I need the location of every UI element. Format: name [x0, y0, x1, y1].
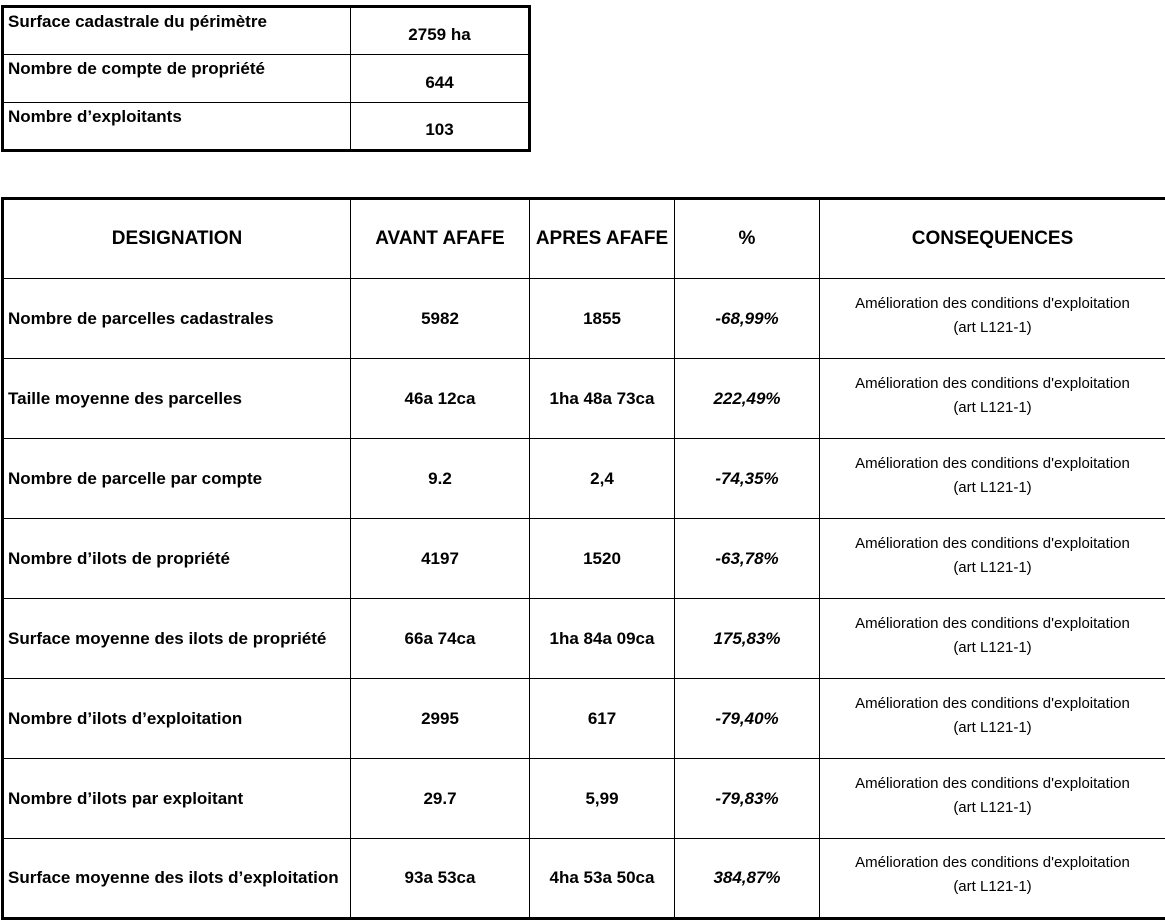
consequences-text: Amélioration des conditions d'exploitation — [855, 614, 1130, 632]
table-header-row — [3, 199, 1165, 279]
consequences-article: (art L121-1) — [953, 318, 1032, 336]
summary-label: Nombre de compte de propriété — [3, 55, 351, 103]
summary-value: 103 — [351, 103, 530, 151]
consequences-cell — [820, 839, 1165, 919]
header-consequences: CONSEQUENCES — [820, 199, 1165, 279]
table-row — [3, 279, 1165, 359]
avant-cell: 9.2 — [351, 439, 530, 519]
percent-cell: -68,99% — [675, 279, 820, 359]
header-apres: APRES AFAFE — [530, 199, 675, 279]
apres-cell: 1520 — [530, 519, 675, 599]
consequences-text: Amélioration des conditions d'exploitation — [855, 694, 1130, 712]
consequences-article: (art L121-1) — [953, 638, 1032, 656]
table-row — [3, 519, 1165, 599]
apres-cell: 1855 — [530, 279, 675, 359]
summary-value: 2759 ha — [351, 7, 530, 55]
table-row — [3, 103, 530, 151]
consequences-text: Amélioration des conditions d'exploitation — [855, 534, 1130, 552]
table-row — [3, 759, 1165, 839]
consequences-cell — [820, 599, 1165, 679]
percent-cell: -74,35% — [675, 439, 820, 519]
table-row — [3, 7, 530, 55]
consequences-cell — [820, 279, 1165, 359]
designation-cell: Surface moyenne des ilots de propriété — [3, 599, 351, 679]
consequences-cell — [820, 519, 1165, 599]
avant-cell: 2995 — [351, 679, 530, 759]
summary-value: 644 — [351, 55, 530, 103]
consequences-cell — [820, 679, 1165, 759]
apres-cell: 617 — [530, 679, 675, 759]
percent-cell: 222,49% — [675, 359, 820, 439]
consequences-cell — [820, 359, 1165, 439]
consequences-article: (art L121-1) — [953, 398, 1032, 416]
consequences-text: Amélioration des conditions d'exploitation — [855, 854, 1130, 871]
percent-cell: 175,83% — [675, 599, 820, 679]
designation-cell: Taille moyenne des parcelles — [3, 359, 351, 439]
summary-table — [1, 5, 531, 152]
consequences-text: Amélioration des conditions d'exploitation — [855, 454, 1130, 472]
apres-cell: 4ha 53a 50ca — [530, 839, 675, 919]
consequences-cell — [820, 439, 1165, 519]
table-row — [3, 839, 1165, 919]
percent-cell: 384,87% — [675, 839, 820, 919]
header-percent: % — [675, 199, 820, 279]
avant-cell: 46a 12ca — [351, 359, 530, 439]
table-row — [3, 439, 1165, 519]
designation-cell: Surface moyenne des ilots d’exploitation — [3, 839, 351, 919]
consequences-article: (art L121-1) — [953, 718, 1032, 736]
summary-label: Nombre d’exploitants — [3, 103, 351, 151]
apres-cell: 1ha 48a 73ca — [530, 359, 675, 439]
header-avant: AVANT AFAFE — [351, 199, 530, 279]
header-designation: DESIGNATION — [3, 199, 351, 279]
table-row — [3, 359, 1165, 439]
consequences-text: Amélioration des conditions d'exploitation — [855, 774, 1130, 792]
designation-cell: Nombre de parcelle par compte — [3, 439, 351, 519]
apres-cell: 1ha 84a 09ca — [530, 599, 675, 679]
table-row — [3, 679, 1165, 759]
table-row — [3, 599, 1165, 679]
designation-cell: Nombre d’ilots de propriété — [3, 519, 351, 599]
avant-cell: 66a 74ca — [351, 599, 530, 679]
avant-cell: 4197 — [351, 519, 530, 599]
consequences-text: Amélioration des conditions d'exploitation — [855, 374, 1130, 392]
avant-cell: 29.7 — [351, 759, 530, 839]
consequences-article: (art L121-1) — [953, 478, 1032, 496]
avant-cell: 93a 53ca — [351, 839, 530, 919]
apres-cell: 2,4 — [530, 439, 675, 519]
avant-cell: 5982 — [351, 279, 530, 359]
consequences-cell — [820, 759, 1165, 839]
apres-cell: 5,99 — [530, 759, 675, 839]
designation-cell: Nombre de parcelles cadastrales — [3, 279, 351, 359]
designation-cell: Nombre d’ilots par exploitant — [3, 759, 351, 839]
consequences-article: (art L121-1) — [953, 878, 1032, 895]
table-row — [3, 55, 530, 103]
summary-label: Surface cadastrale du périmètre — [3, 7, 351, 55]
percent-cell: -79,40% — [675, 679, 820, 759]
designation-cell: Nombre d’ilots d’exploitation — [3, 679, 351, 759]
afafe-comparison-table — [1, 197, 1165, 920]
percent-cell: -63,78% — [675, 519, 820, 599]
percent-cell: -79,83% — [675, 759, 820, 839]
consequences-text: Amélioration des conditions d'exploitation — [855, 294, 1130, 312]
consequences-article: (art L121-1) — [953, 798, 1032, 816]
consequences-article: (art L121-1) — [953, 558, 1032, 576]
